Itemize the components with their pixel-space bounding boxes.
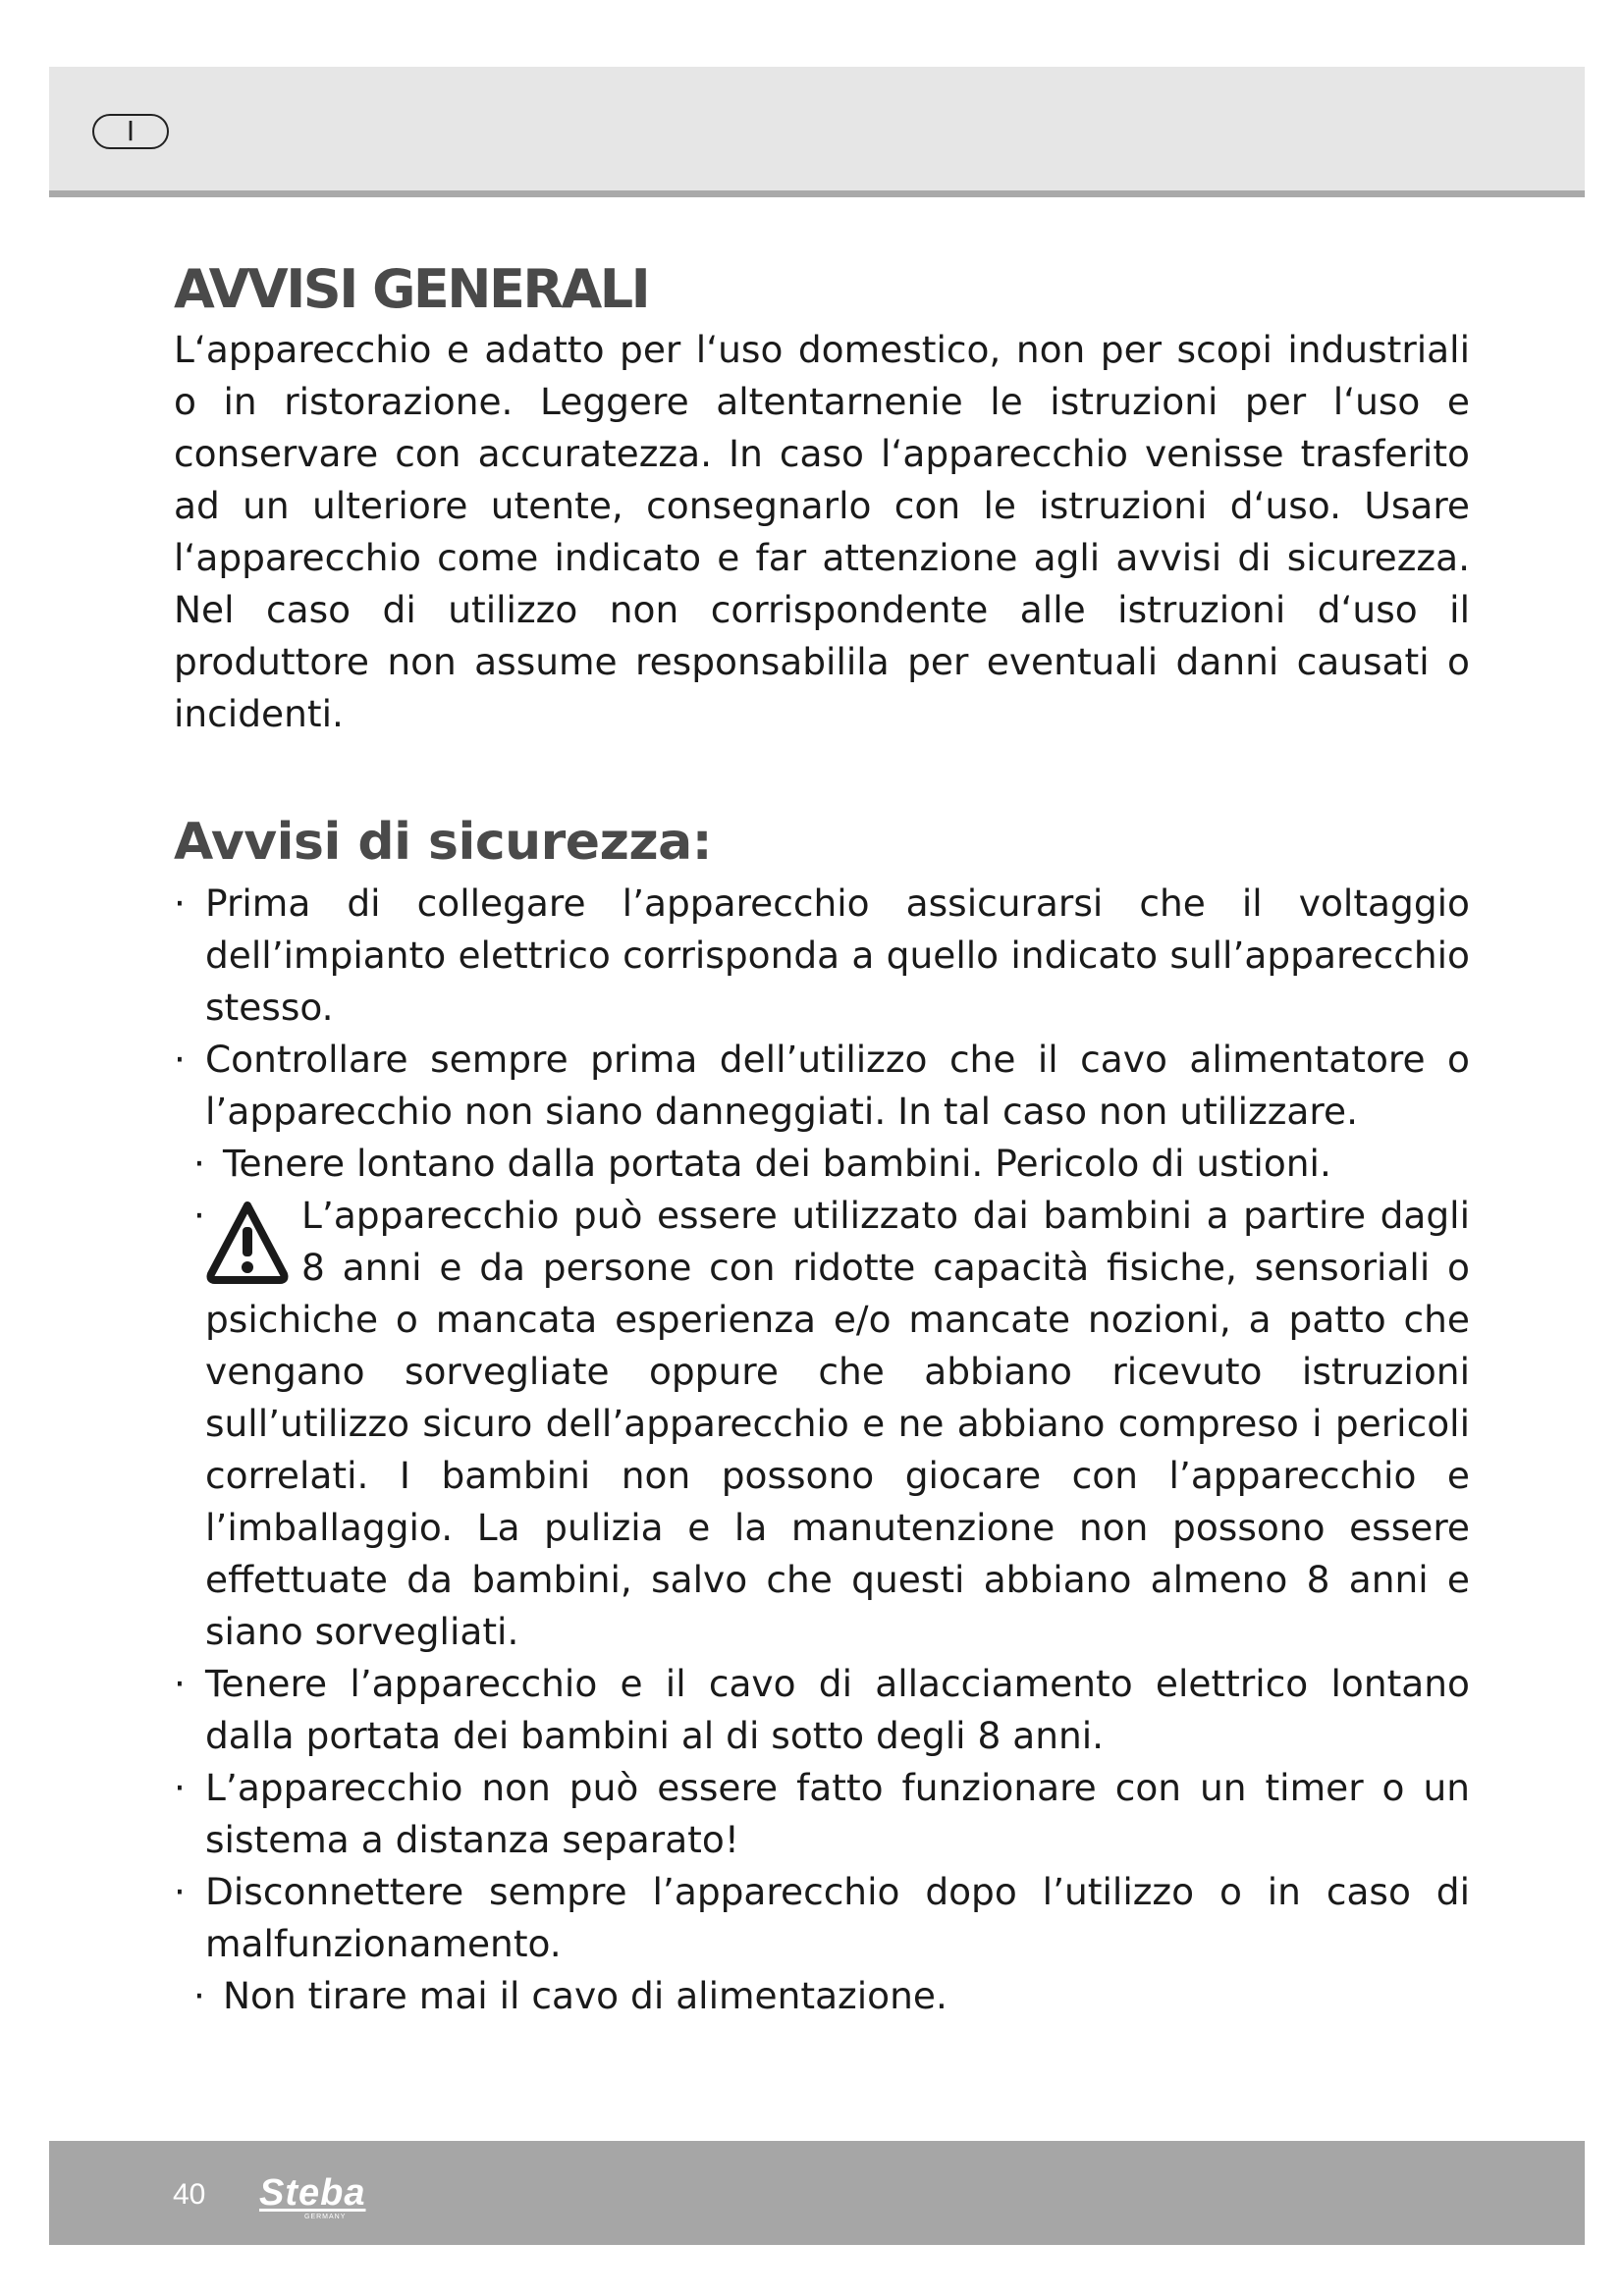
list-item [174,1658,1470,1762]
warning-triangle-icon [205,1198,290,1292]
list-item [174,1138,1470,1190]
bullet: · [193,1974,205,2017]
bullet: · [193,1142,205,1185]
list-item-text: Prima di collegare l’apparecchio assicurarsi che il voltaggio dell’impianto elettrico corrisponda a quello indicato sull’apparecchio stesso. [205,881,1470,1029]
list-item-text: Tenere l’apparecchio e il cavo di allacciamento elettrico lontano dalla portata dei bambini al di sotto degli 8 anni. [205,1662,1470,1757]
content [174,258,1470,2022]
safety-title: Avvisi di sicurezza: [174,813,712,872]
bullet: · [174,1870,186,1913]
list-item-text: Tenere lontano dalla portata dei bambini. Pericolo di ustioni. [223,1142,1331,1185]
list-item [174,1762,1470,1866]
list-item-text: Non tirare mai il cavo di alimentazione. [223,1974,947,2017]
list-item [174,1034,1470,1138]
language-badge: I [92,114,169,149]
page-number: 40 [173,2178,206,2211]
list-item-text: Disconnettere sempre l’apparecchio dopo l’utilizzo o in caso di malfunzionamento. [205,1870,1470,1965]
bullet: · [174,1662,186,1705]
brand-logo: Steba [259,2172,366,2214]
bullet: · [174,1766,186,1809]
general-warnings-text: L‘apparecchio e adatto per l‘uso domestico, non per scopi industriali o in ristorazione. Leggere altentarnenie le istruzioni per l‘uso e conservare con accuratezza. In caso l‘apparecchio venisse trasferito ad un ulteriore utente, consegnarlo con le istruzioni d‘uso. Usare l‘apparecchio come indicato e far attenzione agli avvisi di sicurezza. Nel caso di utilizzo non corrispondente alle istruzioni d‘uso il produttore non assume responsabilila per eventuali danni causati o incidenti. [174,328,1470,735]
list-item [174,878,1470,1034]
general-warnings-section [174,258,1470,740]
bullet: · [174,881,186,925]
list-item-text: L’apparecchio può essere utilizzato dai bambini a partire dagli 8 anni e da persone con ridotte capacità fisiche, sensoriali o psichiche o mancata esperienza e/o mancate nozioni, a patto che vengano sorvegliate oppure che abbiano ricevuto istruzioni sull’utilizzo sicuro dell’apparecchio e ne abbiano compreso i pericoli correlati. I bambini non possono giocare con l’apparecchio e l’imballaggio. La pulizia e la manutenzione non possono essere effettuate da bambini, salvo che questi abbiano almeno 8 anni e siano sorvegliati. [205,1194,1470,1653]
list-item [174,1970,1470,2022]
list-item [174,1866,1470,1970]
footer-band [49,2141,1585,2245]
safety-section [174,813,1470,2022]
list-item-text: L’apparecchio non può essere fatto funzionare con un timer o un sistema a distanza separato! [205,1766,1470,1861]
bullet: · [174,1038,186,1081]
list-item-text: Controllare sempre prima dell’utilizzo che il cavo alimentatore o l’apparecchio non siano danneggiati. In tal caso non utilizzare. [205,1038,1470,1133]
brand-logo-subtext: GERMANY [304,2214,347,2220]
general-warnings-title: AVVISI GENERALI [174,258,649,320]
header-band [49,67,1585,197]
list-item-warning [174,1190,1470,1658]
bullet: · [193,1194,205,1237]
safety-list [174,878,1470,2022]
